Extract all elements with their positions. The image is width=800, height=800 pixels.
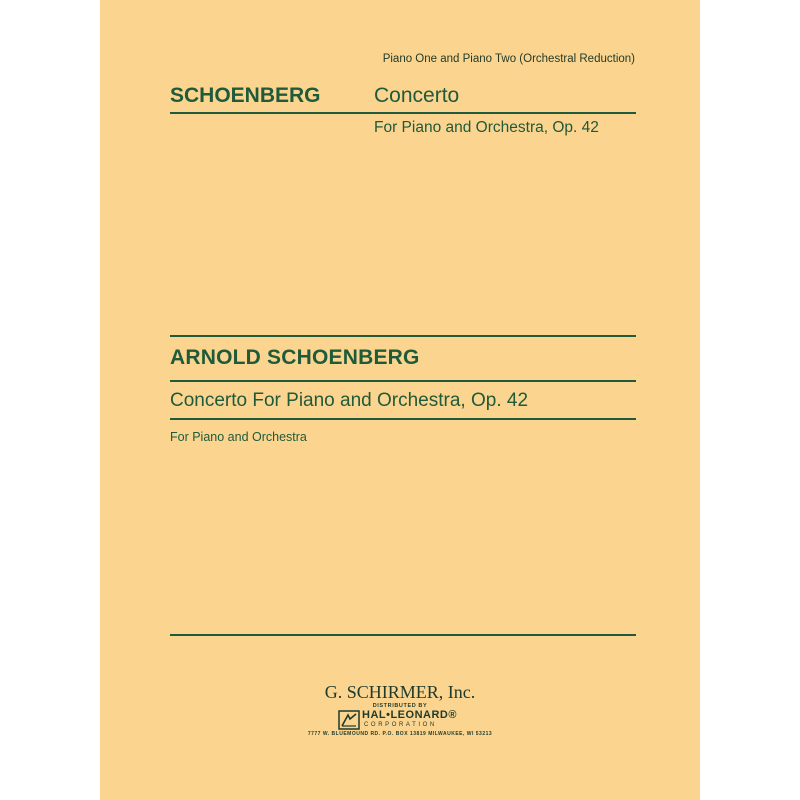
composer-rule bbox=[170, 380, 636, 382]
bottom-rule bbox=[170, 634, 636, 636]
header-rule bbox=[170, 112, 636, 114]
title-rule bbox=[170, 418, 636, 420]
composer-short: SCHOENBERG bbox=[170, 84, 321, 107]
distributor-address: 7777 W. BLUEMOUND RD. P.O. BOX 13819 MILWAUKEE, WI 53213 bbox=[307, 731, 493, 737]
title-short: Concerto bbox=[374, 84, 460, 107]
composer-full: ARNOLD SCHOENBERG bbox=[170, 346, 420, 369]
subtitle-short: For Piano and Orchestra, Op. 42 bbox=[374, 119, 599, 136]
edition-note: Piano One and Piano Two (Orchestral Reduction) bbox=[382, 53, 635, 65]
instrumentation: For Piano and Orchestra bbox=[170, 430, 307, 444]
title-full: Concerto For Piano and Orchestra, Op. 42 bbox=[170, 390, 529, 411]
distributor-corporation: CORPORATION bbox=[364, 722, 437, 728]
distributed-by-label: DISTRIBUTED BY bbox=[372, 703, 428, 709]
distributor-name: HAL•LEONARD® bbox=[362, 709, 457, 721]
top-rule bbox=[170, 335, 636, 337]
hal-leonard-logo-icon bbox=[338, 710, 360, 730]
publisher-name: G. SCHIRMER, Inc. bbox=[324, 682, 476, 702]
